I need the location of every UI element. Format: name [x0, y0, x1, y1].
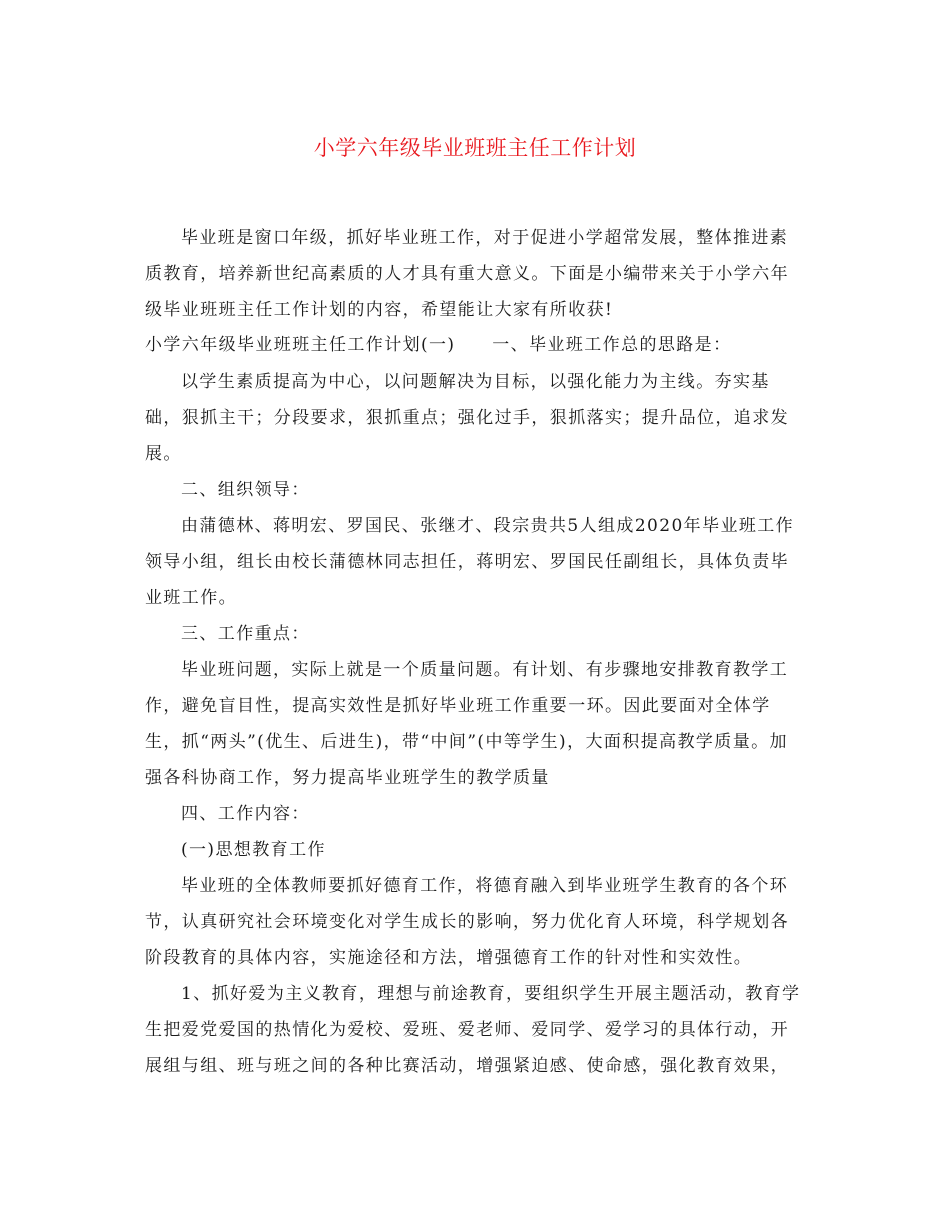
document-title: 小学六年级毕业班班主任工作计划 — [313, 136, 637, 160]
paragraph-line: 展。 — [145, 444, 182, 464]
section-heading: 四、工作内容： — [181, 804, 310, 824]
paragraph-line: 毕业班问题，实际上就是一个质量问题。有计划、有步骤地安排教育教学工 — [181, 660, 789, 680]
paragraph-line: 生把爱党爱国的热情化为爱校、爱班、爱老师、爱同学、爱学习的具体行动，开 — [145, 1020, 789, 1040]
paragraph-line: 阶段教育的具体内容，实施途径和方法，增强德育工作的针对性和实效性。 — [145, 948, 753, 968]
paragraph-line: 生，抓“两头”(优生、后进生)，带“中间”(中等学生)，大面积提高教学质量。加 — [145, 732, 788, 752]
paragraph-line: 业班工作。 — [145, 588, 237, 608]
paragraph-line: 小学六年级毕业班班主任工作计划(一) 一、毕业班工作总的思路是： — [145, 335, 732, 355]
paragraph-line: 由蒲德林、蒋明宏、罗国民、张继才、段宗贵共5人组成2020年毕业班工作 — [181, 516, 795, 536]
paragraph-line: 作，避免盲目性，提高实效性是抓好毕业班工作重要一环。因此要面对全体学 — [145, 696, 771, 716]
subsection-heading: (一)思想教育工作 — [181, 840, 326, 860]
paragraph-line: 级毕业班班主任工作计划的内容，希望能让大家有所收获! — [145, 300, 614, 320]
paragraph-line: 展组与组、班与班之间的各种比赛活动，增强紧迫感、使命感，强化教育效果， — [145, 1056, 789, 1076]
paragraph-line: 节，认真研究社会环境变化对学生成长的影响，努力优化育人环境，科学规划各 — [145, 912, 789, 932]
paragraph-line: 强各科协商工作，努力提高毕业班学生的教学质量 — [145, 768, 550, 788]
paragraph-line: 领导小组，组长由校长蒲德林同志担任，蒋明宏、罗国民任副组长，具体负责毕 — [145, 552, 789, 572]
section-heading: 三、工作重点： — [181, 624, 310, 644]
paragraph-line: 毕业班是窗口年级，抓好毕业班工作，对于促进小学超常发展，整体推进素 — [181, 228, 789, 248]
paragraph-line: 质教育，培养新世纪高素质的人才具有重大意义。下面是小编带来关于小学六年 — [145, 264, 789, 284]
paragraph-line: 1、抓好爱为主义教育，理想与前途教育，要组织学生开展主题活动，教育学 — [181, 984, 801, 1004]
paragraph-line: 毕业班的全体教师要抓好德育工作，将德育融入到毕业班学生教育的各个环 — [181, 876, 789, 896]
paragraph-line: 以学生素质提高为中心，以问题解决为目标，以强化能力为主线。夯实基 — [181, 372, 770, 392]
section-heading: 二、组织领导： — [181, 480, 310, 500]
paragraph-line: 础，狠抓主干；分段要求，狠抓重点；强化过手，狠抓落实；提升品位，追求发 — [145, 408, 789, 428]
